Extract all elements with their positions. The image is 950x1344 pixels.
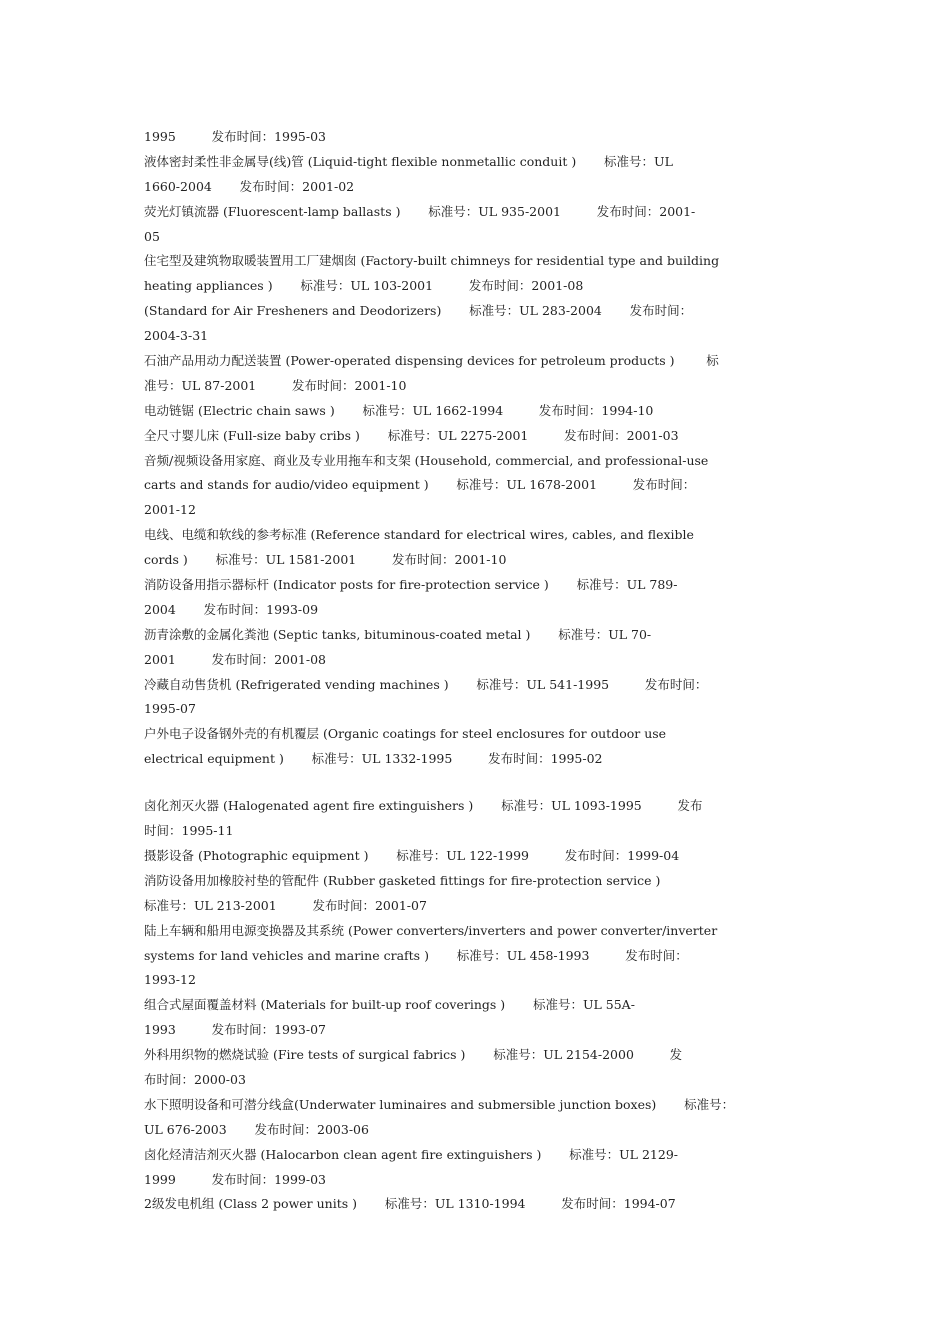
- text-line: 荧光灯镇流器 (Fluorescent-lamp ballasts ) 标准号：UL 935-2001 发布时间：2001-: [144, 203, 696, 219]
- text-line: systems for land vehicles and marine crafts ) 标准号：UL 458-1993 发布时间：: [144, 947, 688, 963]
- text-line: 冷藏自动售货机 (Refrigerated vending machines ) 标准号：UL 541-1995 发布时间：: [144, 676, 708, 692]
- text-line: 1995-07: [144, 701, 196, 717]
- text-line: 2001-12: [144, 502, 196, 518]
- text-line: 1993 发布时间：1993-07: [144, 1022, 327, 1038]
- text-line: 沥青涂敷的金属化粪池 (Septic tanks, bituminous-coated metal ) 标准号：UL 70-: [144, 626, 652, 642]
- text-line: 液体密封柔性非金属导(线)管 (Liquid-tight flexible nonmetallic conduit ) 标准号：UL: [144, 153, 673, 169]
- text-line: 摄影设备 (Photographic equipment ) 标准号：UL 122-1999 发布时间：1999-04: [144, 847, 680, 863]
- text-line: 2004-3-31: [144, 328, 209, 344]
- text-line: UL 676-2003 发布时间：2003-06: [144, 1121, 369, 1137]
- text-line: 外科用织物的燃烧试验 (Fire tests of surgical fabrics ) 标准号：UL 2154-2000 发: [144, 1047, 683, 1063]
- text-line: 卤化剂灭火器 (Halogenated agent fire extinguishers ) 标准号：UL 1093-1995 发布: [144, 798, 703, 814]
- text-line: 户外电子设备钢外壳的有机覆层 (Organic coatings for steel enclosures for outdoor use: [144, 726, 667, 742]
- text-line: 2级发电机组 (Class 2 power units ) 标准号：UL 1310-1994 发布时间：1994-07: [144, 1196, 676, 1212]
- text-line: 电线、电缆和软线的参考标准 (Reference standard for electrical wires, cables, and flexible: [144, 527, 694, 543]
- text-line: 全尺寸婴儿床 (Full-size baby cribs ) 标准号：UL 2275-2001 发布时间：2001-03: [144, 427, 679, 443]
- text-line: 水下照明设备和可潜分线盒(Underwater luminaires and submersible junction boxes) 标准号：: [144, 1096, 735, 1112]
- text-line: 卤化烃清洁剂灭火器 (Halocarbon clean agent fire extinguishers ) 标准号：UL 2129-: [144, 1146, 678, 1162]
- text-line: 2001 发布时间：2001-08: [144, 651, 327, 667]
- text-line: 音频/视频设备用家庭、商业及专业用拖车和支架 (Household, commercial, and professional-use: [144, 452, 709, 468]
- text-line: 时间：1995-11: [144, 823, 234, 839]
- text-line: 2004 发布时间：1993-09: [144, 601, 319, 617]
- text-line: carts and stands for audio/video equipment ) 标准号：UL 1678-2001 发布时间：: [144, 477, 696, 493]
- text-line: 住宅型及建筑物取暖装置用工厂建烟囱 (Factory-built chimneys for residential type and building: [144, 253, 720, 269]
- text-line: (Standard for Air Fresheners and Deodorizers) 标准号：UL 283-2004 发布时间：: [144, 303, 693, 319]
- text-line: 1999 发布时间：1999-03: [144, 1171, 327, 1187]
- text-line: 标准号：UL 213-2001 发布时间：2001-07: [144, 897, 427, 913]
- text-line: 1660-2004 发布时间：2001-02: [144, 178, 355, 194]
- text-line: 消防设备用指示器标杆 (Indicator posts for fire-protection service ) 标准号：UL 789-: [144, 577, 678, 593]
- text-line: 电动链锯 (Electric chain saws ) 标准号：UL 1662-1994 发布时间：1994-10: [144, 402, 654, 418]
- text-line: 陆上车辆和船用电源变换器及其系统 (Power converters/inverters and power converter/inverter: [144, 922, 718, 938]
- text-line: 准号：UL 87-2001 发布时间：2001-10: [144, 377, 407, 393]
- text-line: 布时间：2000-03: [144, 1071, 246, 1087]
- text-line: 1993-12: [144, 972, 196, 988]
- text-line: 消防设备用加橡胶衬垫的管配件 (Rubber gasketed fittings for fire-protection service ): [144, 872, 661, 888]
- text-line: 1995 发布时间：1995-03: [144, 129, 327, 144]
- standards-list: [144, 125, 808, 1217]
- text-line: cords ) 标准号：UL 1581-2001 发布时间：2001-10: [144, 552, 507, 568]
- text-line: electrical equipment ) 标准号：UL 1332-1995 发布时间：1995-02: [144, 751, 603, 767]
- text-line: heating appliances ) 标准号：UL 103-2001 发布时间：2001-08: [144, 278, 584, 294]
- text-line: 组合式屋面覆盖材料 (Materials for built-up roof coverings ) 标准号：UL 55A-: [144, 997, 635, 1013]
- text-line: 05: [144, 228, 160, 244]
- text-line: 石油产品用动力配送装置 (Power-operated dispensing devices for petroleum products ) 标: [144, 353, 719, 369]
